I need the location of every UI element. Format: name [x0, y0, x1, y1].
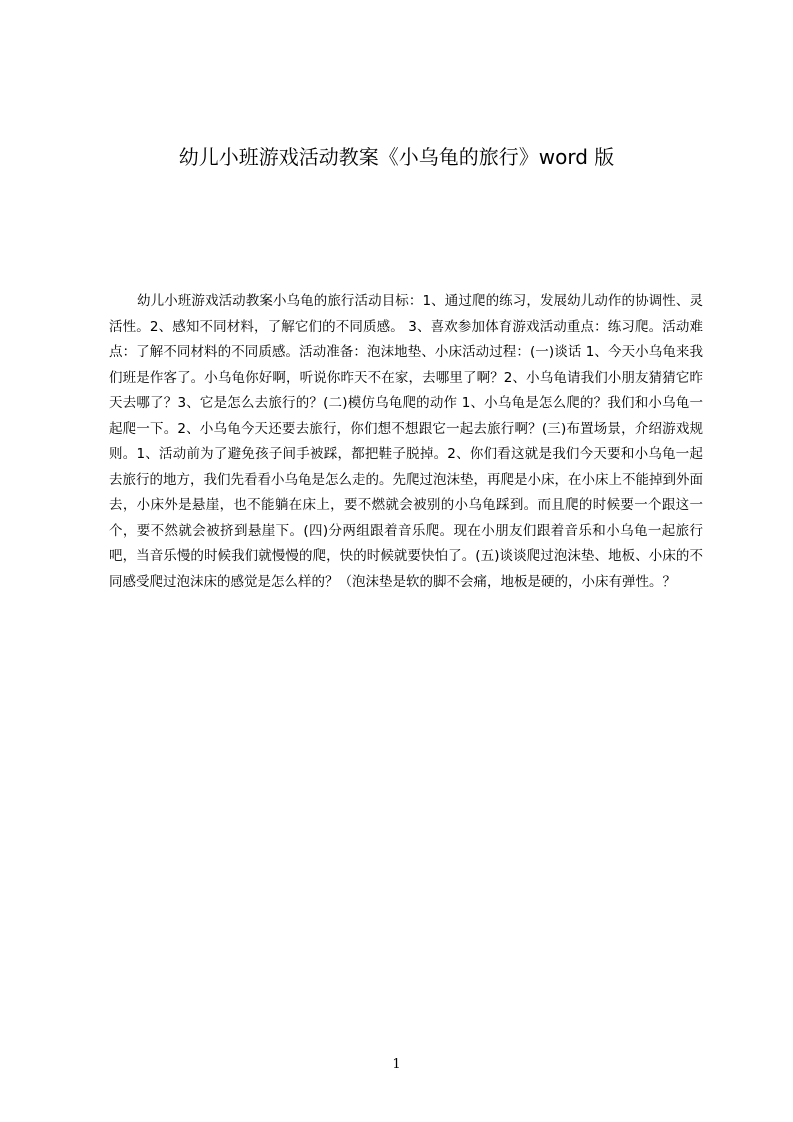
page-number: 1 [392, 1057, 401, 1072]
document-title: 幼儿小班游戏活动教案《小乌龟的旅行》word 版 [178, 145, 615, 169]
document-body-paragraph: 幼儿小班游戏活动教案小乌龟的旅行活动目标：1、通过爬的练习，发展幼儿动作的协调性、灵活性。2、感知不同材料，了解它们的不同质感。 3、喜欢参加体育游戏活动重点：练习爬。活动难点：了解不同材料的不同质感。活动准备：泡沫地垫、小床活动过程：(一)谈话 1、今天小乌龟来我们班是作客了。小乌龟你好啊，听说你昨天不在家，去哪里了啊？2、小乌龟请我们小朋友猜猜它昨天去哪了？3、它是怎么去旅行的？(二)模仿乌龟爬的动作 1、小乌龟是怎么爬的？我们和小乌龟一起爬一下。2、小乌龟今天还要去旅行，你们想不想跟它一起去旅行啊？(三)布置场景，介绍游戏规则。1、活动前为了避免孩子间手被踩，都把鞋子脱掉。2、你们看这就是我们今天要和小乌龟一起去旅行的地方，我们先看看小乌龟是怎么走的。先爬过泡沫垫，再爬是小床，在小床上不能掉到外面去，小床外是悬崖，也不能躺在床上，要不燃就会被别的小乌龟踩到。而且爬的时候要一个跟这一个，要不然就会被挤到悬崖下。(四)分两组跟着音乐爬。现在小朋友们跟着音乐和小乌龟一起旅行吧，当音乐慢的时候我们就慢慢的爬，快的时候就要快怕了。(五)谈谈爬过泡沫垫、地板、小床的不同感受爬过泡沫床的感觉是怎么样的？（泡沫垫是软的脚不会痛，地板是硬的，小床有弹性。？ [109, 293, 703, 590]
